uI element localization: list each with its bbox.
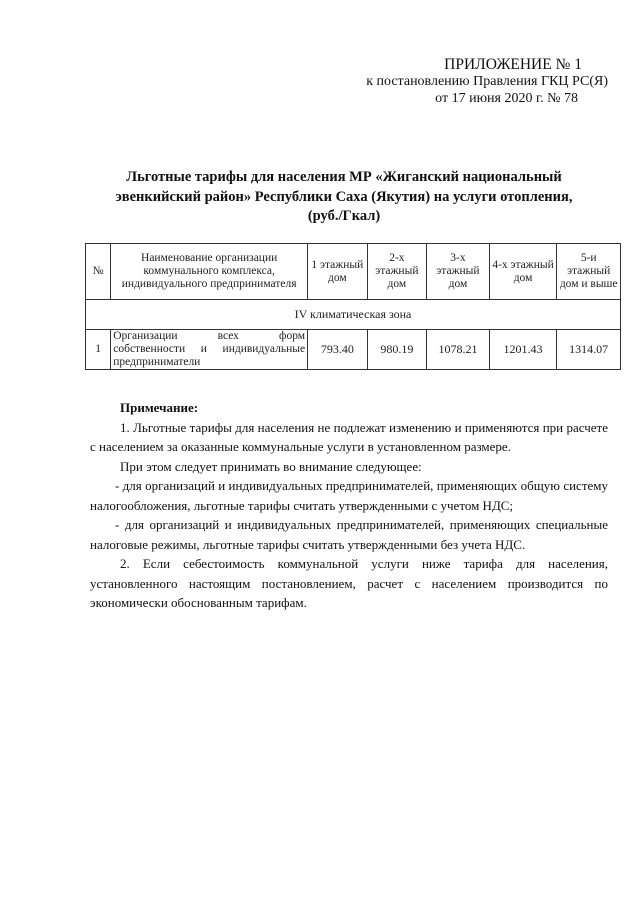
climate-zone-label: IV климатическая зона <box>86 300 621 330</box>
org-name-line-2: собственности и индивидуальные <box>113 343 306 355</box>
note-paragraph-5: 2. Если себестоимость коммунальной услуги ниже тарифа для населения, установленного настоящим постановлением, расчет с населением производится по экономически обоснованным тарифам. <box>90 556 608 610</box>
header-floor-4: 4-х этажный дом <box>489 244 557 300</box>
note-paragraph-4: - для организаций и индивидуальных предпринимателей, применяющих специальные налоговые режимы, льготные тарифы считать утвержденными без учета НДС. <box>90 517 608 552</box>
appendix-title: ПРИЛОЖЕНИЕ № 1 <box>444 56 582 73</box>
row-organization-name <box>111 330 308 370</box>
note-paragraph-3: - для организаций и индивидуальных предпринимателей, применяющих общую систему налогообложения, льготные тарифы считать утвержденными с учетом НДС; <box>90 478 608 513</box>
document-title-line-3: (руб./Гкал) <box>307 208 381 224</box>
header-number: № <box>86 244 111 300</box>
tariffs-table <box>85 243 621 370</box>
header-floor-2: 2-х этажный дом <box>367 244 427 300</box>
tariff-floor-1: 793.40 <box>308 330 368 370</box>
tariff-floor-5: 1314.07 <box>557 330 621 370</box>
climate-zone-row <box>86 300 621 330</box>
header-floor-1: 1 этажный дом <box>308 244 368 300</box>
org-name-line-1: Организации всех форм <box>113 330 306 342</box>
header-organization-name: Наименование организации коммунального комплекса, индивидуального предпринимателя <box>111 244 308 300</box>
row-number: 1 <box>86 330 111 370</box>
appendix-resolution-line: к постановлению Правления ГКЦ РС(Я) <box>366 74 608 89</box>
tariff-floor-4: 1201.43 <box>489 330 557 370</box>
appendix-header <box>366 56 608 107</box>
table-header-row <box>86 244 621 300</box>
tariff-floor-3: 1078.21 <box>427 330 490 370</box>
document-title <box>96 168 592 227</box>
header-floor-3: 3-х этажный дом <box>427 244 490 300</box>
document-title-line-1: Льготные тарифы для населения МР «Жиганский национальный <box>126 169 562 185</box>
table-row <box>86 330 621 370</box>
note-paragraph-1: 1. Льготные тарифы для населения не подлежат изменению и применяются при расчете с населением за оказанные коммунальные услуги в установленном размере. <box>90 419 608 454</box>
org-name-line-3: предприниматели <box>113 356 201 368</box>
appendix-date-line: от 17 июня 2020 г. № 78 <box>435 91 578 106</box>
notes-heading: Примечание: <box>120 400 199 415</box>
header-floor-5: 5-и этажный дом и выше <box>557 244 621 300</box>
document-title-line-2: эвенкийский район» Республики Саха (Якутия) на услуги отопления, <box>115 188 573 205</box>
tariff-floor-2: 980.19 <box>367 330 427 370</box>
note-paragraph-2: При этом следует принимать во внимание следующее: <box>120 458 422 474</box>
notes-section <box>90 398 608 613</box>
